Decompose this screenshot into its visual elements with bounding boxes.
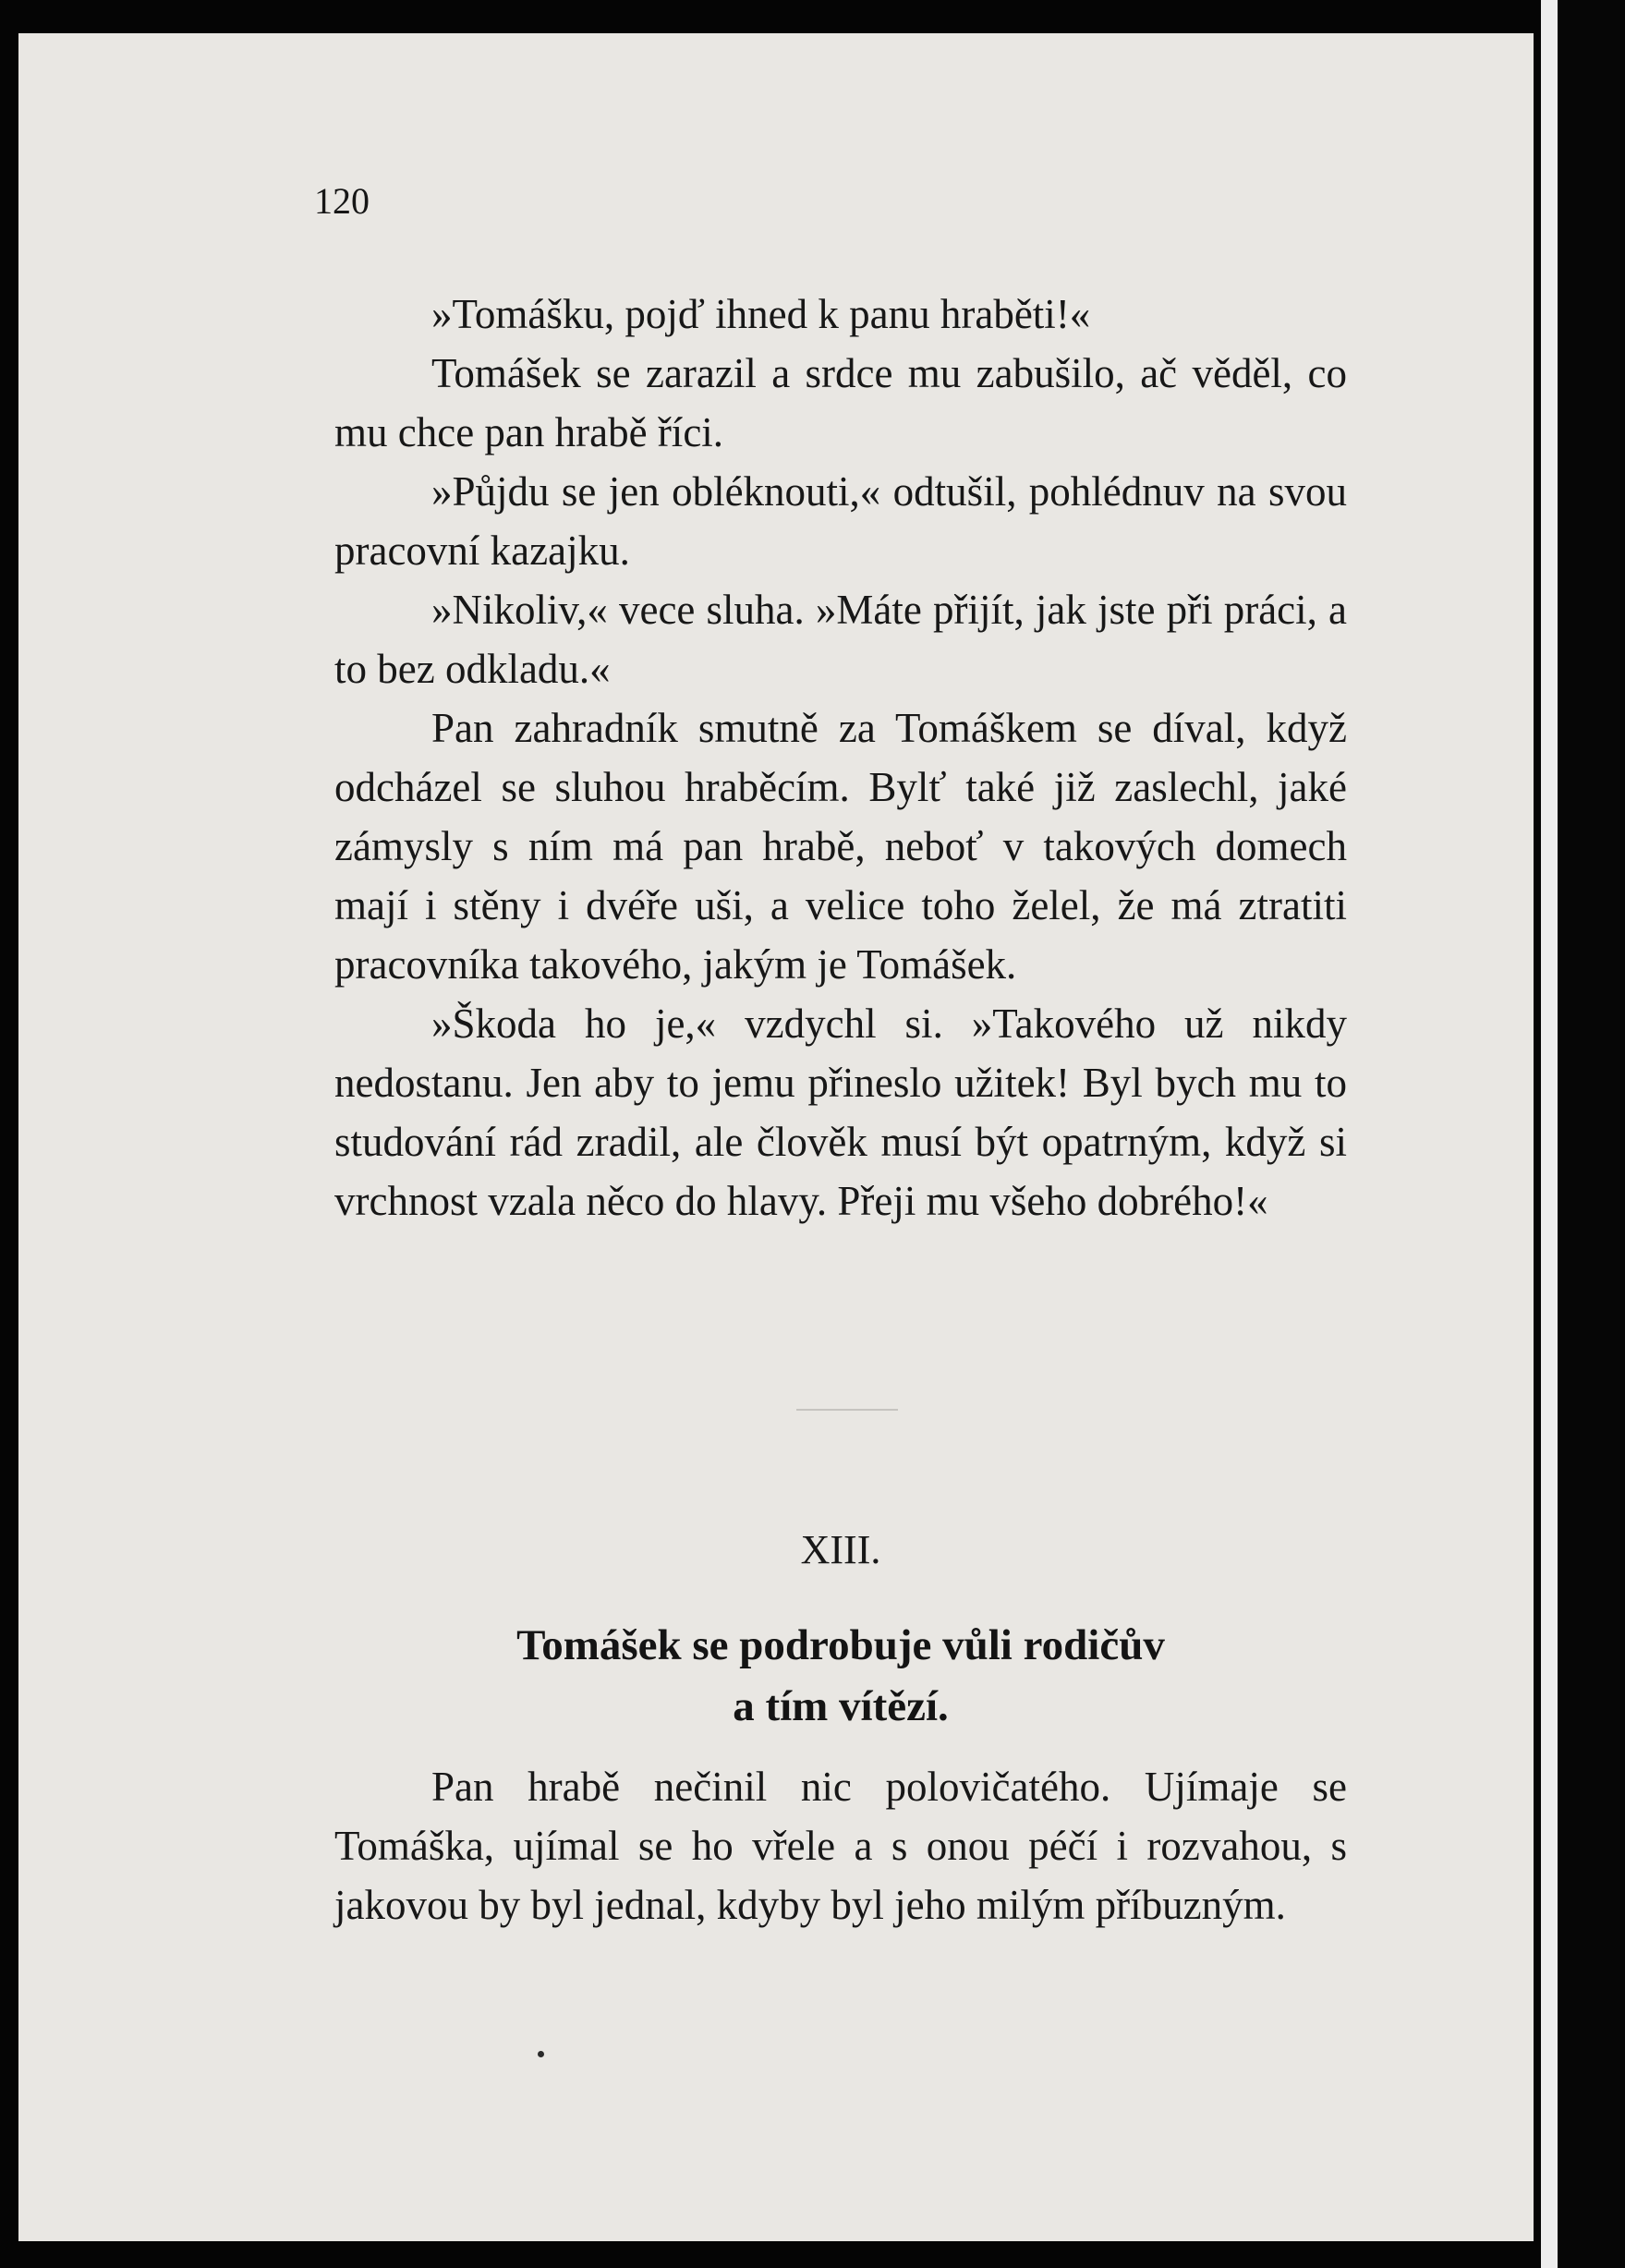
chapter-title xyxy=(334,1615,1347,1737)
text-block-before-chapter xyxy=(334,285,1347,1231)
paragraph: »Tomášku, pojď ihned k panu hraběti!« xyxy=(431,291,1091,337)
text-block-chapter-start xyxy=(334,1757,1347,1934)
chapter-title-line: a tím vítězí. xyxy=(733,1682,949,1730)
chapter-number: XIII. xyxy=(800,1527,881,1572)
paragraph: »Nikoliv,« vece sluha. »Máte přijít, jak jste při práci, a to bez odkladu.« xyxy=(334,587,1347,692)
ink-speck xyxy=(538,2051,544,2057)
section-divider xyxy=(796,1409,898,1411)
page-spine-edge xyxy=(1541,0,1558,2268)
paragraph: »Škoda ho je,« vzdychl si. »Takového už nikdy nedostanu. Jen aby to jemu přineslo užitek! Byl bych mu to studování rád zradil, ale člověk musí být opatrným, když si vrchnost vzala něco do hlavy. Přeji mu všeho dobrého!« xyxy=(334,1001,1347,1224)
paragraph: Pan zahradník smutně za Tomáškem se díval, když odcházel se sluhou hraběcím. Bylť také již zaslechl, jaké zámysly s ním má pan hrabě, neboť v takových domech mají i stěny i dvéře uši, a velice toho želel, že má ztratiti pracovníka takového, jakým je Tomášek. xyxy=(334,705,1347,988)
chapter-title-line: Tomášek se podrobuje vůli rodičův xyxy=(516,1621,1165,1669)
paragraph: Pan hrabě nečinil nic polovičatého. Ujímaje se Tomáška, ujímal se ho vřele a s onou péčí i rozvahou, s jakovou by byl jednal, kdyby byl jeho milým příbuzným. xyxy=(334,1764,1347,1928)
scan-border-right xyxy=(1558,0,1625,2268)
paragraph: Tomášek se zarazil a srdce mu zabušilo, ač věděl, co mu chce pan hrabě říci. xyxy=(334,350,1347,455)
page-number: 120 xyxy=(314,180,370,222)
paragraph: »Půjdu se jen obléknouti,« odtušil, pohlédnuv na svou pracovní kazajku. xyxy=(334,468,1347,574)
